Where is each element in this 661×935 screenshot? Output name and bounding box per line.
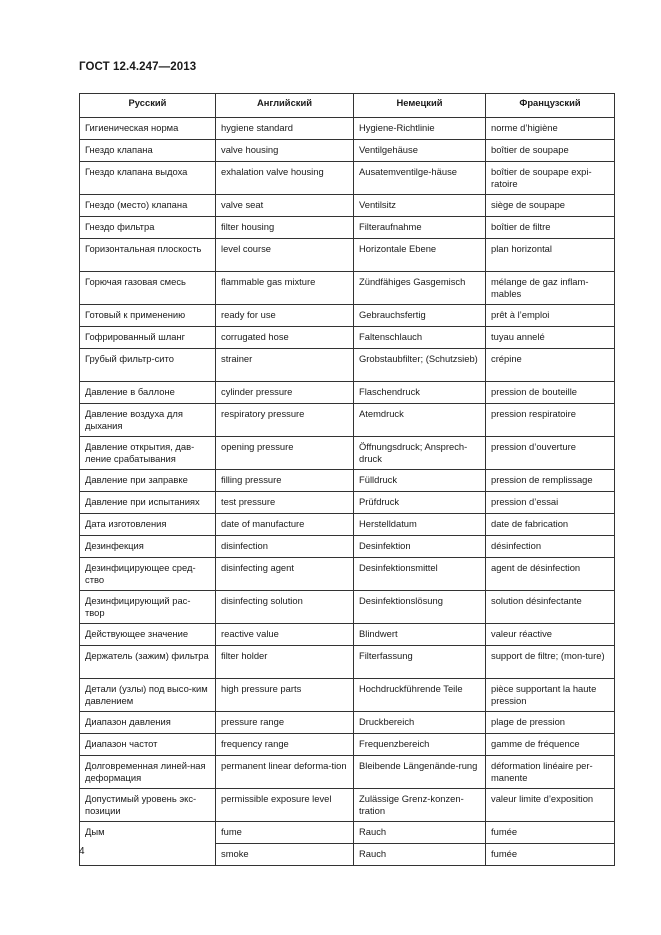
cell-french: agent de désinfection bbox=[486, 558, 615, 591]
cell-russian: Гнездо клапана bbox=[80, 140, 216, 162]
table-row bbox=[80, 591, 615, 624]
cell-german: Grobstaubfilter; (Schutzsieb) bbox=[354, 349, 486, 382]
cell-german: Zulässige Grenz-konzen-tration bbox=[354, 789, 486, 822]
cell-russian: Гнездо (место) клапана bbox=[80, 195, 216, 217]
cell-english: date of manufacture bbox=[216, 514, 354, 536]
table-row bbox=[80, 712, 615, 734]
cell-russian: Действующее значение bbox=[80, 624, 216, 646]
cell-german: Desinfektionslösung bbox=[354, 591, 486, 624]
cell-english: filling pressure bbox=[216, 470, 354, 492]
table-row bbox=[80, 646, 615, 679]
cell-french: solution désinfectante bbox=[486, 591, 615, 624]
cell-russian: Горючая газовая смесь bbox=[80, 272, 216, 305]
cell-english: disinfecting solution bbox=[216, 591, 354, 624]
cell-russian: Давление воздуха для дыхания bbox=[80, 404, 216, 437]
cell-english: frequency range bbox=[216, 734, 354, 756]
cell-russian: Готовый к применению bbox=[80, 305, 216, 327]
cell-english: strainer bbox=[216, 349, 354, 382]
table-body bbox=[80, 118, 615, 866]
cell-german: Zündfähiges Gasgemisch bbox=[354, 272, 486, 305]
cell-german: Filteraufnahme bbox=[354, 217, 486, 239]
cell-english: reactive value bbox=[216, 624, 354, 646]
cell-english: exhalation valve housing bbox=[216, 162, 354, 195]
cell-russian: Долговременная линей-ная деформация bbox=[80, 756, 216, 789]
cell-russian: Давление при заправке bbox=[80, 470, 216, 492]
cell-french: pression respiratoire bbox=[486, 404, 615, 437]
cell-russian: Грубый фильтр-сито bbox=[80, 349, 216, 382]
table-row bbox=[80, 470, 615, 492]
cell-german: Desinfektion bbox=[354, 536, 486, 558]
table-row bbox=[80, 162, 615, 195]
cell-russian: Давление при испытаниях bbox=[80, 492, 216, 514]
cell-russian: Дезинфекция bbox=[80, 536, 216, 558]
column-header-german: Немецкий bbox=[354, 94, 486, 118]
column-header-russian: Русский bbox=[80, 94, 216, 118]
table-row bbox=[80, 558, 615, 591]
cell-german: Desinfektionsmittel bbox=[354, 558, 486, 591]
cell-german: Blindwert bbox=[354, 624, 486, 646]
cell-russian: Дезинфицирующий рас-твор bbox=[80, 591, 216, 624]
table-row bbox=[80, 679, 615, 712]
cell-english: pressure range bbox=[216, 712, 354, 734]
cell-english: test pressure bbox=[216, 492, 354, 514]
cell-english: filter holder bbox=[216, 646, 354, 679]
column-header-french: Французский bbox=[486, 94, 615, 118]
cell-german: Ventilgehäuse bbox=[354, 140, 486, 162]
cell-french: boîtier de soupape bbox=[486, 140, 615, 162]
document-header: ГОСТ 12.4.247—2013 bbox=[79, 61, 197, 73]
cell-german: Atemdruck bbox=[354, 404, 486, 437]
table-row bbox=[80, 734, 615, 756]
cell-french: pression de bouteille bbox=[486, 382, 615, 404]
table-row bbox=[80, 437, 615, 470]
cell-german: Hygiene-Richtlinie bbox=[354, 118, 486, 140]
table-row bbox=[80, 305, 615, 327]
cell-german: Fülldruck bbox=[354, 470, 486, 492]
table-row bbox=[80, 536, 615, 558]
table-row bbox=[80, 349, 615, 382]
cell-russian: Диапазон давления bbox=[80, 712, 216, 734]
cell-french: date de fabrication bbox=[486, 514, 615, 536]
cell-german: Gebrauchsfertig bbox=[354, 305, 486, 327]
cell-english: corrugated hose bbox=[216, 327, 354, 349]
cell-german: Horizontale Ebene bbox=[354, 239, 486, 272]
cell-russian: Допустимый уровень экс-позиции bbox=[80, 789, 216, 822]
cell-french: crépine bbox=[486, 349, 615, 382]
cell-german: Prüfdruck bbox=[354, 492, 486, 514]
table-row bbox=[80, 382, 615, 404]
cell-french: pression de remplissage bbox=[486, 470, 615, 492]
cell-french: prêt à l’emploi bbox=[486, 305, 615, 327]
cell-english: opening pressure bbox=[216, 437, 354, 470]
cell-french: déformation linéaire per-manente bbox=[486, 756, 615, 789]
header-row bbox=[80, 94, 615, 118]
cell-english: permissible exposure level bbox=[216, 789, 354, 822]
cell-french: pression d’ouverture bbox=[486, 437, 615, 470]
table-header bbox=[80, 94, 615, 118]
cell-german: Bleibende Längenände-rung bbox=[354, 756, 486, 789]
cell-german: Rauch bbox=[354, 844, 486, 866]
cell-english: cylinder pressure bbox=[216, 382, 354, 404]
cell-french: boîtier de filtre bbox=[486, 217, 615, 239]
cell-german: Hochdruckführende Teile bbox=[354, 679, 486, 712]
cell-german: Herstelldatum bbox=[354, 514, 486, 536]
table-row bbox=[80, 327, 615, 349]
cell-german: Ventilsitz bbox=[354, 195, 486, 217]
cell-french: mélange de gaz inflam-mables bbox=[486, 272, 615, 305]
page-number: 4 bbox=[79, 846, 85, 857]
table-row bbox=[80, 404, 615, 437]
cell-english: valve housing bbox=[216, 140, 354, 162]
cell-german: Flaschendruck bbox=[354, 382, 486, 404]
cell-russian: Давление открытия, дав-ление срабатывания bbox=[80, 437, 216, 470]
cell-english: fume bbox=[216, 822, 354, 844]
cell-french: gamme de fréquence bbox=[486, 734, 615, 756]
cell-german: Frequenzbereich bbox=[354, 734, 486, 756]
table-row bbox=[80, 140, 615, 162]
table-row bbox=[80, 756, 615, 789]
cell-russian: Гигиеническая норма bbox=[80, 118, 216, 140]
cell-french: boîtier de soupape expi-ratoire bbox=[486, 162, 615, 195]
cell-russian: Держатель (зажим) фильтра bbox=[80, 646, 216, 679]
table-row bbox=[80, 822, 615, 844]
table-row bbox=[80, 272, 615, 305]
cell-russian: Дым bbox=[80, 822, 216, 844]
cell-russian: Дезинфицирующее сред-ство bbox=[80, 558, 216, 591]
table-row bbox=[80, 239, 615, 272]
cell-russian: Гофрированный шланг bbox=[80, 327, 216, 349]
table-row bbox=[80, 844, 615, 866]
table-row bbox=[80, 514, 615, 536]
cell-french: désinfection bbox=[486, 536, 615, 558]
cell-french: valeur réactive bbox=[486, 624, 615, 646]
glossary-table bbox=[79, 93, 615, 866]
cell-german: Ausatemventilge-häuse bbox=[354, 162, 486, 195]
cell-english: respiratory pressure bbox=[216, 404, 354, 437]
cell-russian: Диапазон частот bbox=[80, 734, 216, 756]
table-row bbox=[80, 217, 615, 239]
cell-english: disinfection bbox=[216, 536, 354, 558]
cell-english: ready for use bbox=[216, 305, 354, 327]
cell-french: pression d’essai bbox=[486, 492, 615, 514]
table-row bbox=[80, 195, 615, 217]
cell-english: filter housing bbox=[216, 217, 354, 239]
cell-russian: Гнездо фильтра bbox=[80, 217, 216, 239]
cell-english: level course bbox=[216, 239, 354, 272]
cell-russian: Давление в баллоне bbox=[80, 382, 216, 404]
cell-french: plan horizontal bbox=[486, 239, 615, 272]
table-row bbox=[80, 624, 615, 646]
cell-french: fumée bbox=[486, 844, 615, 866]
cell-french: support de filtre; (mon-ture) bbox=[486, 646, 615, 679]
cell-english: hygiene standard bbox=[216, 118, 354, 140]
cell-english: disinfecting agent bbox=[216, 558, 354, 591]
table-row bbox=[80, 118, 615, 140]
cell-french: pièce supportant la haute pression bbox=[486, 679, 615, 712]
cell-english: flammable gas mixture bbox=[216, 272, 354, 305]
cell-german: Filterfassung bbox=[354, 646, 486, 679]
cell-russian: Горизонтальная плоскость bbox=[80, 239, 216, 272]
cell-russian: Гнездо клапана выдоха bbox=[80, 162, 216, 195]
cell-french: fumée bbox=[486, 822, 615, 844]
table-row bbox=[80, 789, 615, 822]
cell-english: valve seat bbox=[216, 195, 354, 217]
cell-german: Rauch bbox=[354, 822, 486, 844]
cell-french: siège de soupape bbox=[486, 195, 615, 217]
cell-english: smoke bbox=[216, 844, 354, 866]
cell-french: plage de pression bbox=[486, 712, 615, 734]
cell-russian: Детали (узлы) под высо-ким давлением bbox=[80, 679, 216, 712]
cell-russian: Дата изготовления bbox=[80, 514, 216, 536]
cell-german: Öffnungsdruck; Ansprech-druck bbox=[354, 437, 486, 470]
cell-french: norme d’higiène bbox=[486, 118, 615, 140]
cell-german: Faltenschlauch bbox=[354, 327, 486, 349]
cell-english: permanent linear deforma-tion bbox=[216, 756, 354, 789]
cell-french: valeur limite d’exposition bbox=[486, 789, 615, 822]
cell-german: Druckbereich bbox=[354, 712, 486, 734]
cell-french: tuyau annelé bbox=[486, 327, 615, 349]
cell-russian bbox=[80, 844, 216, 866]
column-header-english: Английский bbox=[216, 94, 354, 118]
table-row bbox=[80, 492, 615, 514]
cell-english: high pressure parts bbox=[216, 679, 354, 712]
